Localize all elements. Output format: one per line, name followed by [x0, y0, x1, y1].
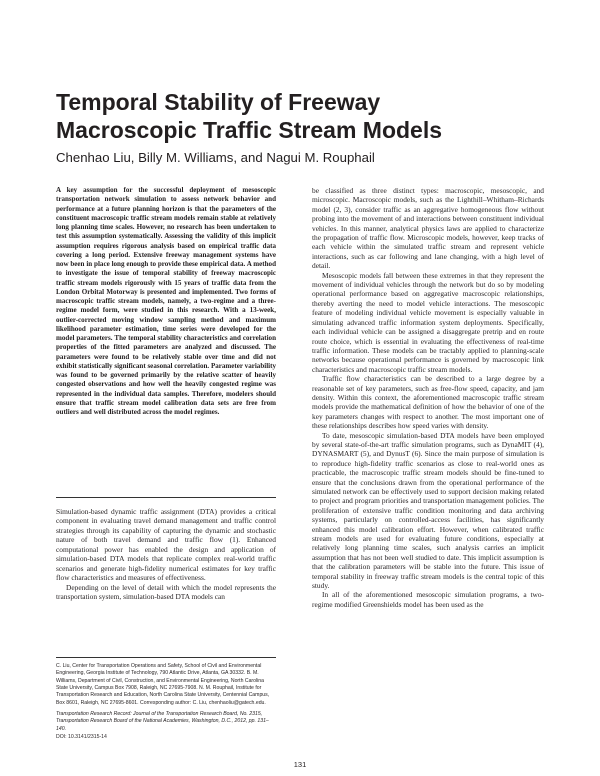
- body-paragraph: In all of the aforementioned mesoscopic simulation programs, a two-regime modified Greenshields model has been used as the: [312, 590, 544, 609]
- body-right-column: [312, 186, 544, 609]
- journal-citation: Transportation Research Record: Journal of the Transportation Research Board, No. 2315, Transportation Research Board of the National Academies, Washington, D.C., 2012, pp. 131–140.: [56, 711, 269, 732]
- body-paragraph: Depending on the level of detail with which the model represents the transportation system, simulation-based DTA models can: [56, 582, 276, 602]
- body-paragraph: To date, mesoscopic simulation-based DTA models have been employed by several state-of-the-art traffic simulation programs, such as DynaMIT (4), DYNASMART (5), and DynusT (6). Since the main purpose of simulation is to reproduce high-fidelity traffic scenarios as close to real-world ones as practicable, the macroscopic traffic stream models should be fine-tuned to ensure that the conclusions drawn from the operational performance of the simulated network can be effectively used to support decision making related to project and program priorities and transportation management policies. The proliferation of extensive traffic condition monitoring and data archiving systems, particularly on controlled-access facilities, has significantly enhanced this model calibration effort. However, when calibrated traffic stream models are used for evaluating future conditions, especially at relatively long planning time scales, such analysis carries an implicit assumption that has not been well studied to date. This implicit assumption is that the calibration parameters will be stable into the future. This issue of temporal stability in freeway traffic stream models is the central topic of this study.: [312, 430, 544, 591]
- title-line-2: Macroscopic Traffic Stream Models: [56, 117, 443, 143]
- author-affiliations-footnote: C. Liu, Center for Transportation Operations and Safety, School of Civil and Environmental Engineering, Georgia Institute of Technology, 790 Atlantic Drive, Atlanta, GA 30332. B. M. Williams, Department of Civil, Construction, and Environmental Engineering, North Carolina State University, Campus Box 7908, Raleigh, NC 27695-7908. N. M. Rouphail, Institute for Transportation Research and Education, North Carolina State University, Centennial Campus, Box 8601, Raleigh, NC 27695-8601. Corresponding author: C. Liu, chenhaoliu@gatech.edu.: [56, 663, 270, 706]
- body-paragraph: be classified as three distinct types: macroscopic, mesoscopic, and microscopic. Macroscopic models, such as the Lighthill–Whitham–Richards model (2, 3), consider traffic as an aggregative homogeneous flow without probing into the movement of and interactions between constituent individual vehicles. In this manner, analytical physics laws are applied to characterize the propagation of traffic flow. Microscopic models, however, keep tracks of each vehicle within the simulated traffic stream and represent vehicle interactions, such as car following and lane changing, with a high level of detail.: [312, 186, 544, 271]
- body-paragraph: Traffic flow characteristics can be described to a large degree by a reasonable set of key parameters, such as free-flow speed, capacity, and jam density. Within this context, the aforementioned macroscopic traffic stream models provide the mathematical definition of how the behavior of one of the key parameters changes with respect to another. The most important one of these relationships describes how speed varies with density.: [312, 374, 544, 431]
- abstract: A key assumption for the successful deployment of mesoscopic transportation network simulation to assess network behavior and performance at a future planning horizon is that the parameters of the constituent macroscopic traffic stream models remain stable at relatively long planning time scales. However, no research has been undertaken to test this assumption systematically. Assessing the validity of this implicit assumption requires rigorous analysis based on empirical traffic data covering a long period. Extensive freeway management systems have now been in place long enough to provide these empirical data. A method to investigate the issue of temporal stability of freeway macroscopic traffic stream models rigorously with 15 years of traffic data from the London Orbital Motorway is presented and implemented. Two forms of macroscopic traffic stream models, namely, a two-regime and a three-regime model form, were studied in this research. With a 13-week, outlier-corrected moving window sampling method and maximum likelihood parameter estimation, time series were developed for the model parameters. The temporal stability characteristics and correlation properties of the fitted parameters are analyzed and discussed. The parameters were found to be relatively stable over time and did not exhibit statistically significant seasonal correlation. Parameter variability was found to be governed primarily by the relative scatter of heavily congested observations and how well the heavily congested regime was represented in the individual data samples. Therefore, modelers should ensure that traffic stream model calibration data sets are free from outliers and well distributed across the model regimes.: [56, 186, 276, 416]
- author-list: Chenhao Liu, Billy M. Williams, and Nagui M. Rouphail: [56, 150, 375, 165]
- body-paragraph: Simulation-based dynamic traffic assignment (DTA) provides a critical component in evaluating travel demand management and traffic control strategies through its capability of capturing the dynamic and stochastic nature of both travel demand and traffic flow (1). Enhanced computational power has enabled the design and application of simulation-based DTA models that replicate complex real-world traffic scenarios and generate high-fidelity numerical estimates for key traffic flow characteristics and measures of effectiveness.: [56, 507, 276, 583]
- title-line-1: Temporal Stability of Freeway: [56, 89, 381, 115]
- page-number: 131: [293, 760, 307, 769]
- body-left-column: [56, 507, 276, 602]
- body-paragraph: Mesoscopic models fall between these extremes in that they represent the movement of individual vehicles through the network but do so by modeling operational performance based on aggregative macroscopic relationships, thereby averting the need to model vehicle interactions. The mesoscopic feature of modeling individual vehicle movement is especially valuable in simulating advanced traffic information system deployments. Specifically, each individual vehicle can be assigned a disaggregate pretrip and en route route choice, which is essential in evaluating the effectiveness of real-time traffic information. These models can be tractably applied to planning-scale networks because operational performance is governed by macroscopic link characteristics and macroscopic traffic stream models.: [312, 270, 544, 374]
- doi: DOI: 10.3141/2315-14: [56, 734, 107, 740]
- paper-title: [56, 88, 556, 144]
- footnote-divider: [56, 657, 276, 658]
- abstract-column: [56, 186, 276, 417]
- abstract-divider: [56, 497, 276, 498]
